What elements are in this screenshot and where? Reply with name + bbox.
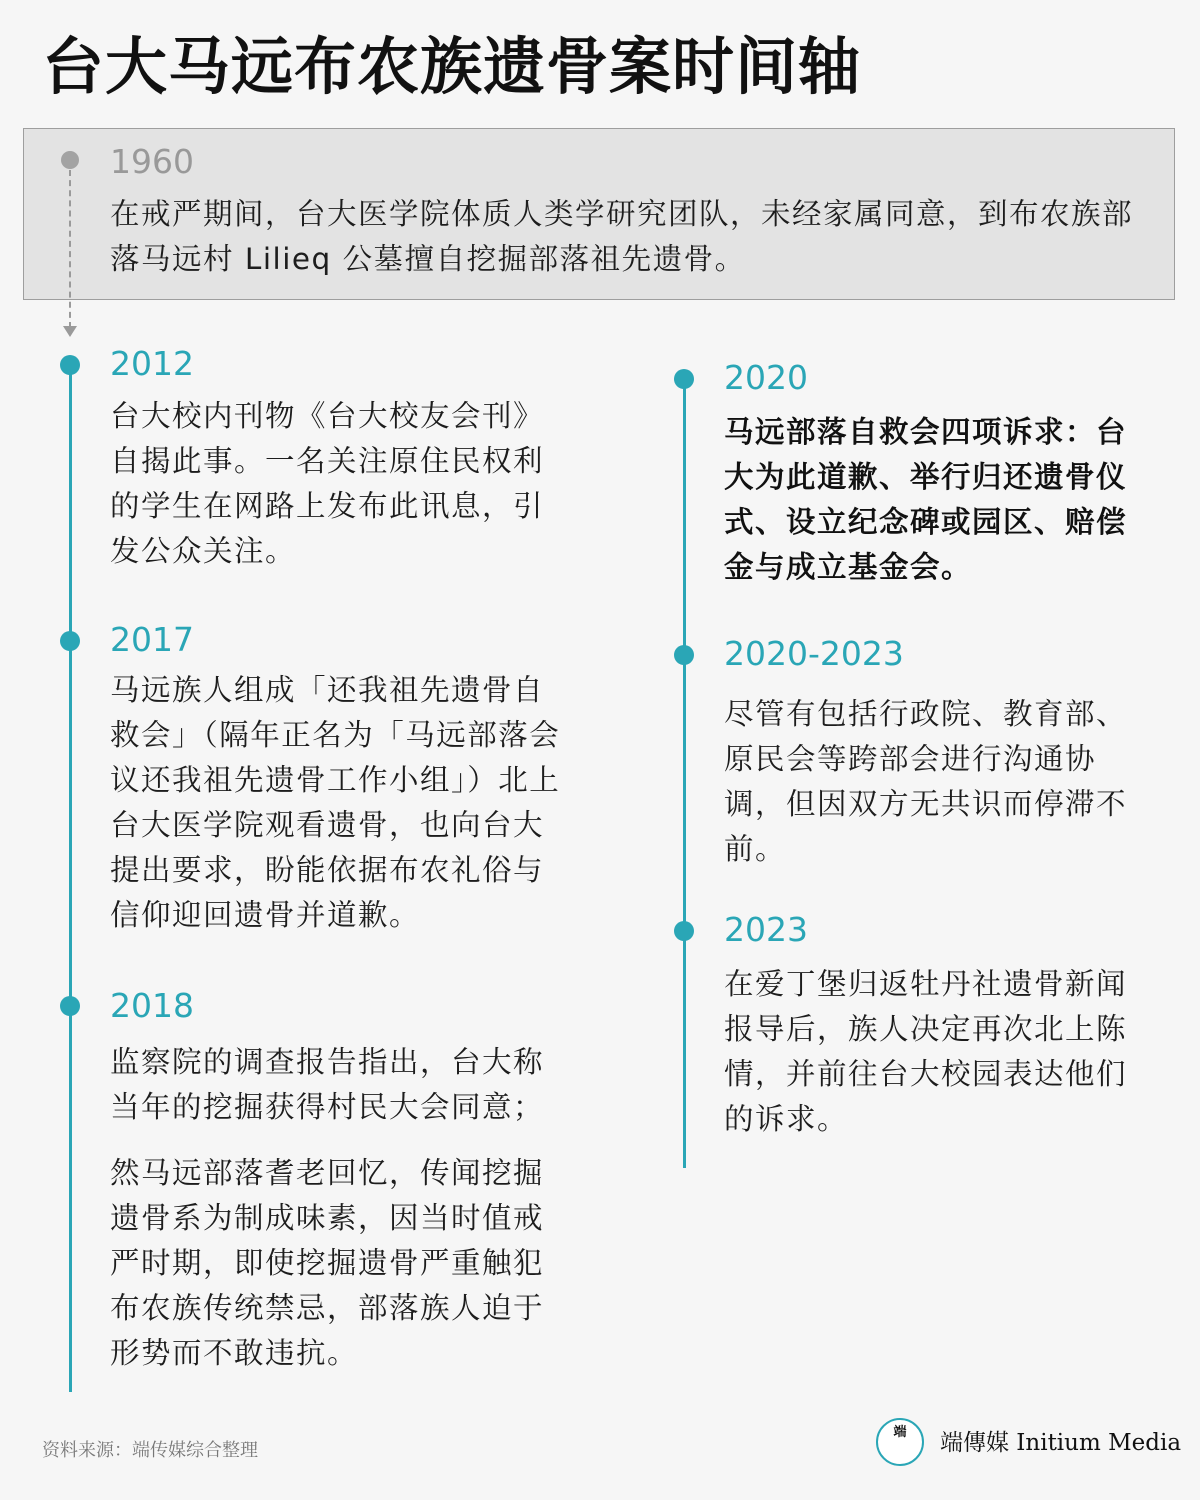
right-timeline-line	[683, 376, 686, 1168]
event-2018-text: 监察院的调查报告指出，台大称当年的挖掘获得村民大会同意；	[110, 1045, 545, 1124]
event-2012-text: 台大校内刊物《台大校友会刊》自揭此事。一名关注原住民权利的学生在网路上发布此讯息，引发公众关注。	[110, 399, 545, 568]
source-note: 资料来源：端传媒综合整理	[42, 1440, 258, 1461]
timeline-dot-2017	[60, 631, 80, 651]
dashed-connector	[69, 170, 71, 328]
year-2018: 2018	[110, 986, 194, 1025]
year-2012: 2012	[110, 344, 194, 383]
timeline-dot-2020	[674, 369, 694, 389]
left-timeline-line	[69, 362, 72, 1392]
year-2023: 2023	[724, 910, 808, 949]
brand-name: 端傳媒 Initium Media	[940, 1430, 1182, 1456]
timeline-dot-2012	[60, 355, 80, 375]
year-2020: 2020	[724, 358, 808, 397]
event-2017-text: 马远族人组成「还我祖先遗骨自救会」（隔年正名为「马远部落会议还我祖先遗骨工作小组」）北上台大医学院观看遗骨，也向台大提出要求，盼能依据布农礼俗与信仰迎回遗骨并道歉。	[110, 673, 561, 932]
logo-glyph: 端	[893, 1425, 907, 1440]
year-1960: 1960	[110, 142, 194, 181]
event-2018-text-2: 然马远部落耆老回忆，传闻挖掘遗骨系为制成味素，因当时值戒严时期，即使挖掘遗骨严重触犯布农族传统禁忌，部落族人迫于形势而不敢违抗。	[110, 1156, 545, 1370]
timeline-dot-2018	[60, 996, 80, 1016]
timeline-dot-2023	[674, 921, 694, 941]
year-2020-2023: 2020-2023	[724, 634, 904, 673]
timeline-dot-1960	[61, 151, 79, 169]
event-2023-text: 在爱丁堡归返牡丹社遗骨新闻报导后，族人决定再次北上陈情，并前往台大校园表达他们的诉求。	[724, 967, 1128, 1136]
arrow-down-icon	[63, 326, 77, 337]
intro-text: 在戒严期间，台大医学院体质人类学研究团队，未经家属同意，到布农族部落马远村 Lilieq 公墓擅自挖掘部落祖先遗骨。	[110, 197, 1134, 276]
timeline-dot-2020-2023	[674, 645, 694, 665]
year-2017: 2017	[110, 620, 194, 659]
event-2020-text: 马远部落自救会四项诉求：台大为此道歉、举行归还遗骨仪式、设立纪念碑或园区、赔偿金与成立基金会。	[724, 415, 1128, 584]
event-2020-2023-text: 尽管有包括行政院、教育部、原民会等跨部会进行沟通协调，但因双方无共识而停滞不前。	[724, 697, 1128, 866]
page-title: 台大马远布农族遗骨案时间轴	[42, 30, 862, 103]
